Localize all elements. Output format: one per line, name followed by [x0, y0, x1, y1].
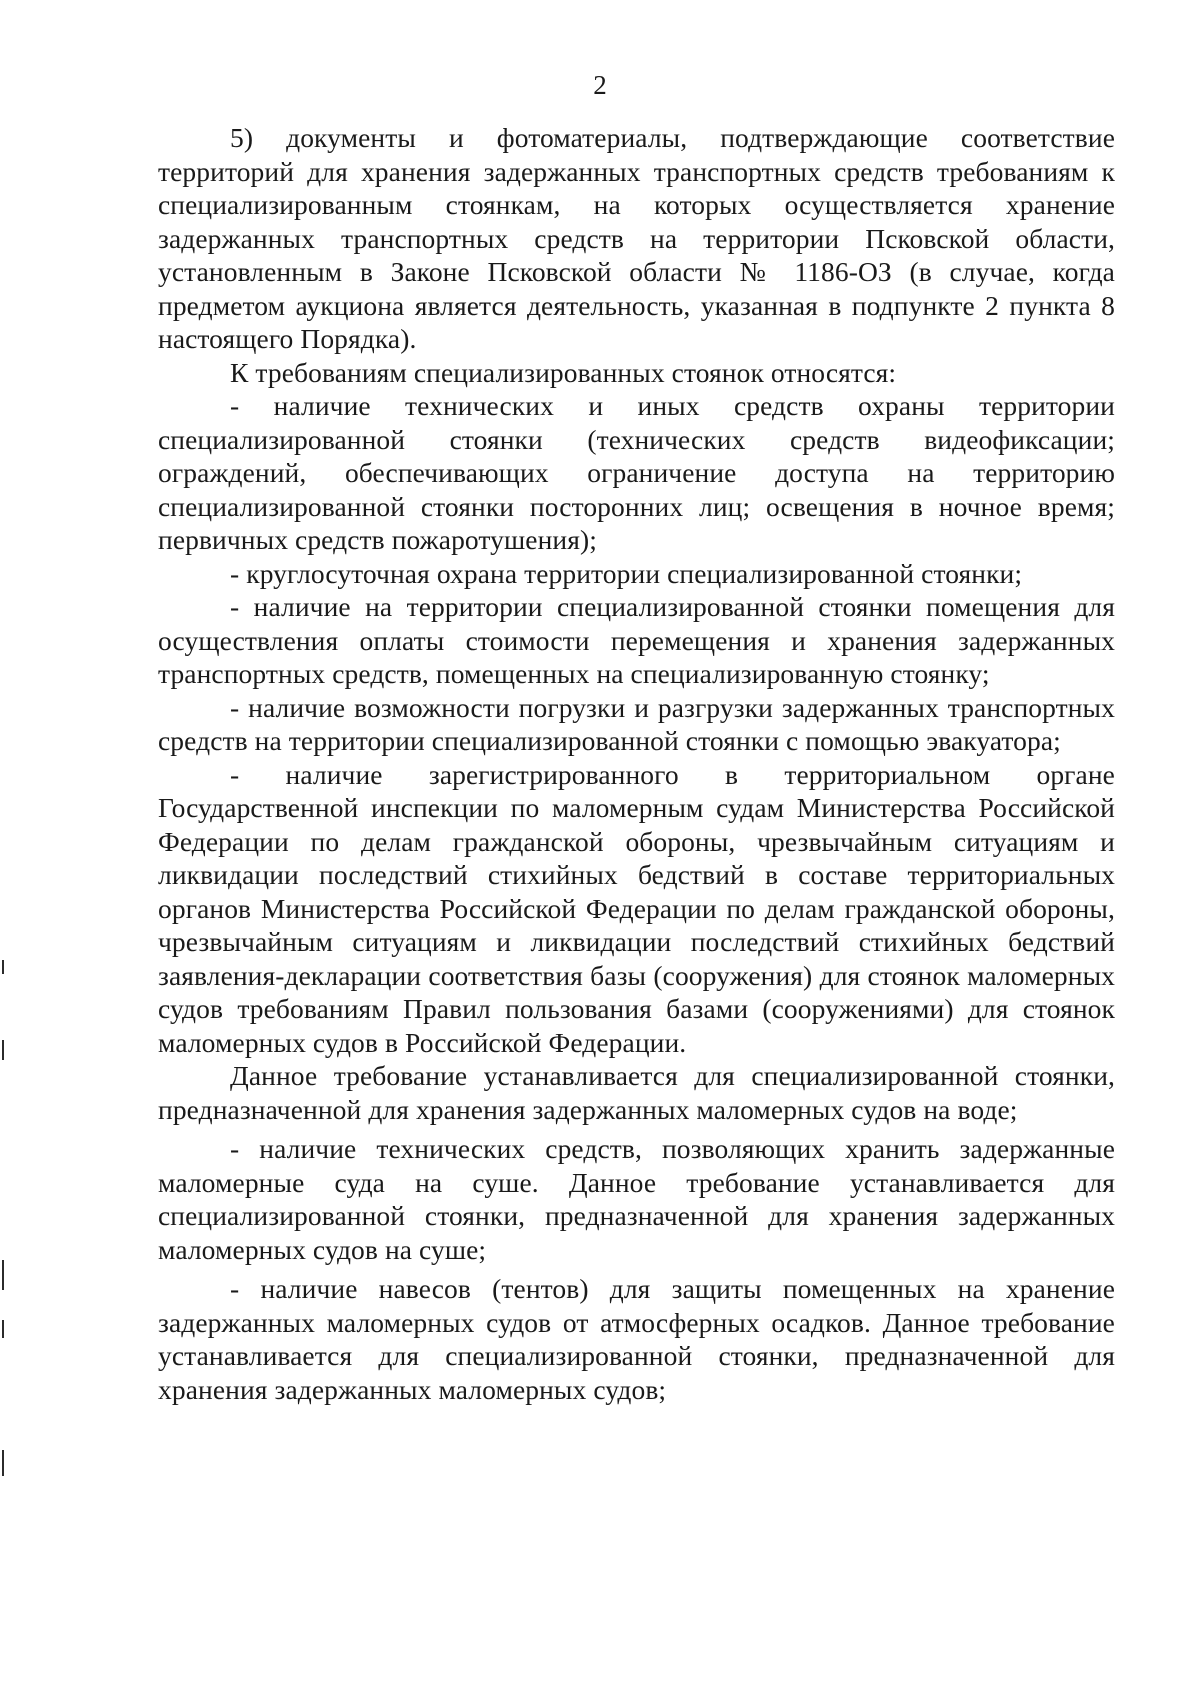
list-item-loading-unloading: - наличие возможности погрузки и разгрузки задержанных транспортных средств на территории специализированной стоянки с помощью эвакуатора;: [158, 691, 1115, 756]
scan-edge-mark: [2, 1260, 4, 1290]
list-item-payment-room: - наличие на территории специализированной стоянки помещения для осуществления оплаты стоимости перемещения и хранения задержанных транспортных средств, помещенных на специализированную стоянку;: [158, 591, 1115, 689]
paragraph-requirement-on-water: Данное требование устанавливается для специализированной стоянки, предназначенной для хранения задержанных маломерных судов на воде;: [158, 1060, 1115, 1125]
page-number: 2: [593, 70, 607, 100]
list-item-canopies: - наличие навесов (тентов) для защиты помещенных на хранение задержанных маломерных судов от атмосферных осадков. Данное требование устанавливается для специализированной стоянки, предназначенной для хранения задержанных маломерных судов;: [158, 1273, 1115, 1405]
scan-edge-mark: [2, 1450, 4, 1476]
list-item-round-the-clock-guard: - круглосуточная охрана территории специализированной стоянки;: [230, 557, 1023, 589]
list-item-security-means: - наличие технических и иных средств охраны территории специализированной стоянки (технических средств видеофиксации; ограждений, обеспечивающих ограничение доступа на территорию специализированной стоянки посторонних лиц; освещения в ночное время; первичных средств пожаротушения);: [158, 390, 1115, 555]
document-body: [158, 121, 1115, 1406]
paragraph-requirements-intro: К требованиям специализированных стоянок относятся:: [230, 356, 897, 388]
scan-edge-mark: [2, 960, 4, 974]
paragraph-documents-photos: 5) документы и фотоматериалы, подтверждающие соответствие территорий для хранения задержанных транспортных средств требованиям к специализированным стоянкам, на которых осуществляется хранение задержанных транспортных средств на территории Псковской области, установленным в Законе Псковской области № 1186-ОЗ (в случае, когда предметом аукциона является деятельность, указанная в подпункте 2 пункта 8 настоящего Порядка).: [158, 122, 1115, 354]
scan-edge-mark: [2, 1040, 4, 1060]
list-item-storage-on-land: - наличие технических средств, позволяющих хранить задержанные маломерные суда на суше. Данное требование устанавливается для специализированной стоянки, предназначенной для хранения задержанных маломерных судов на суше;: [158, 1133, 1115, 1265]
list-item-registered-declaration: - наличие зарегистрированного в территориальном органе Государственной инспекции по маломерным судам Министерства Российской Федерации по делам гражданской обороны, чрезвычайным ситуациям и ликвидации последствий стихийных бедствий в составе территориальных органов Министерства Российской Федерации по делам гражданской обороны, чрезвычайным ситуациям и ликвидации последствий стихийных бедствий заявления-декларации соответствия базы (сооружения) для стоянок маломерных судов требованиям Правил пользования базами (сооружениями) для стоянок маломерных судов в Российской Федерации.: [158, 758, 1115, 1058]
scan-edge-mark: [2, 1320, 4, 1338]
